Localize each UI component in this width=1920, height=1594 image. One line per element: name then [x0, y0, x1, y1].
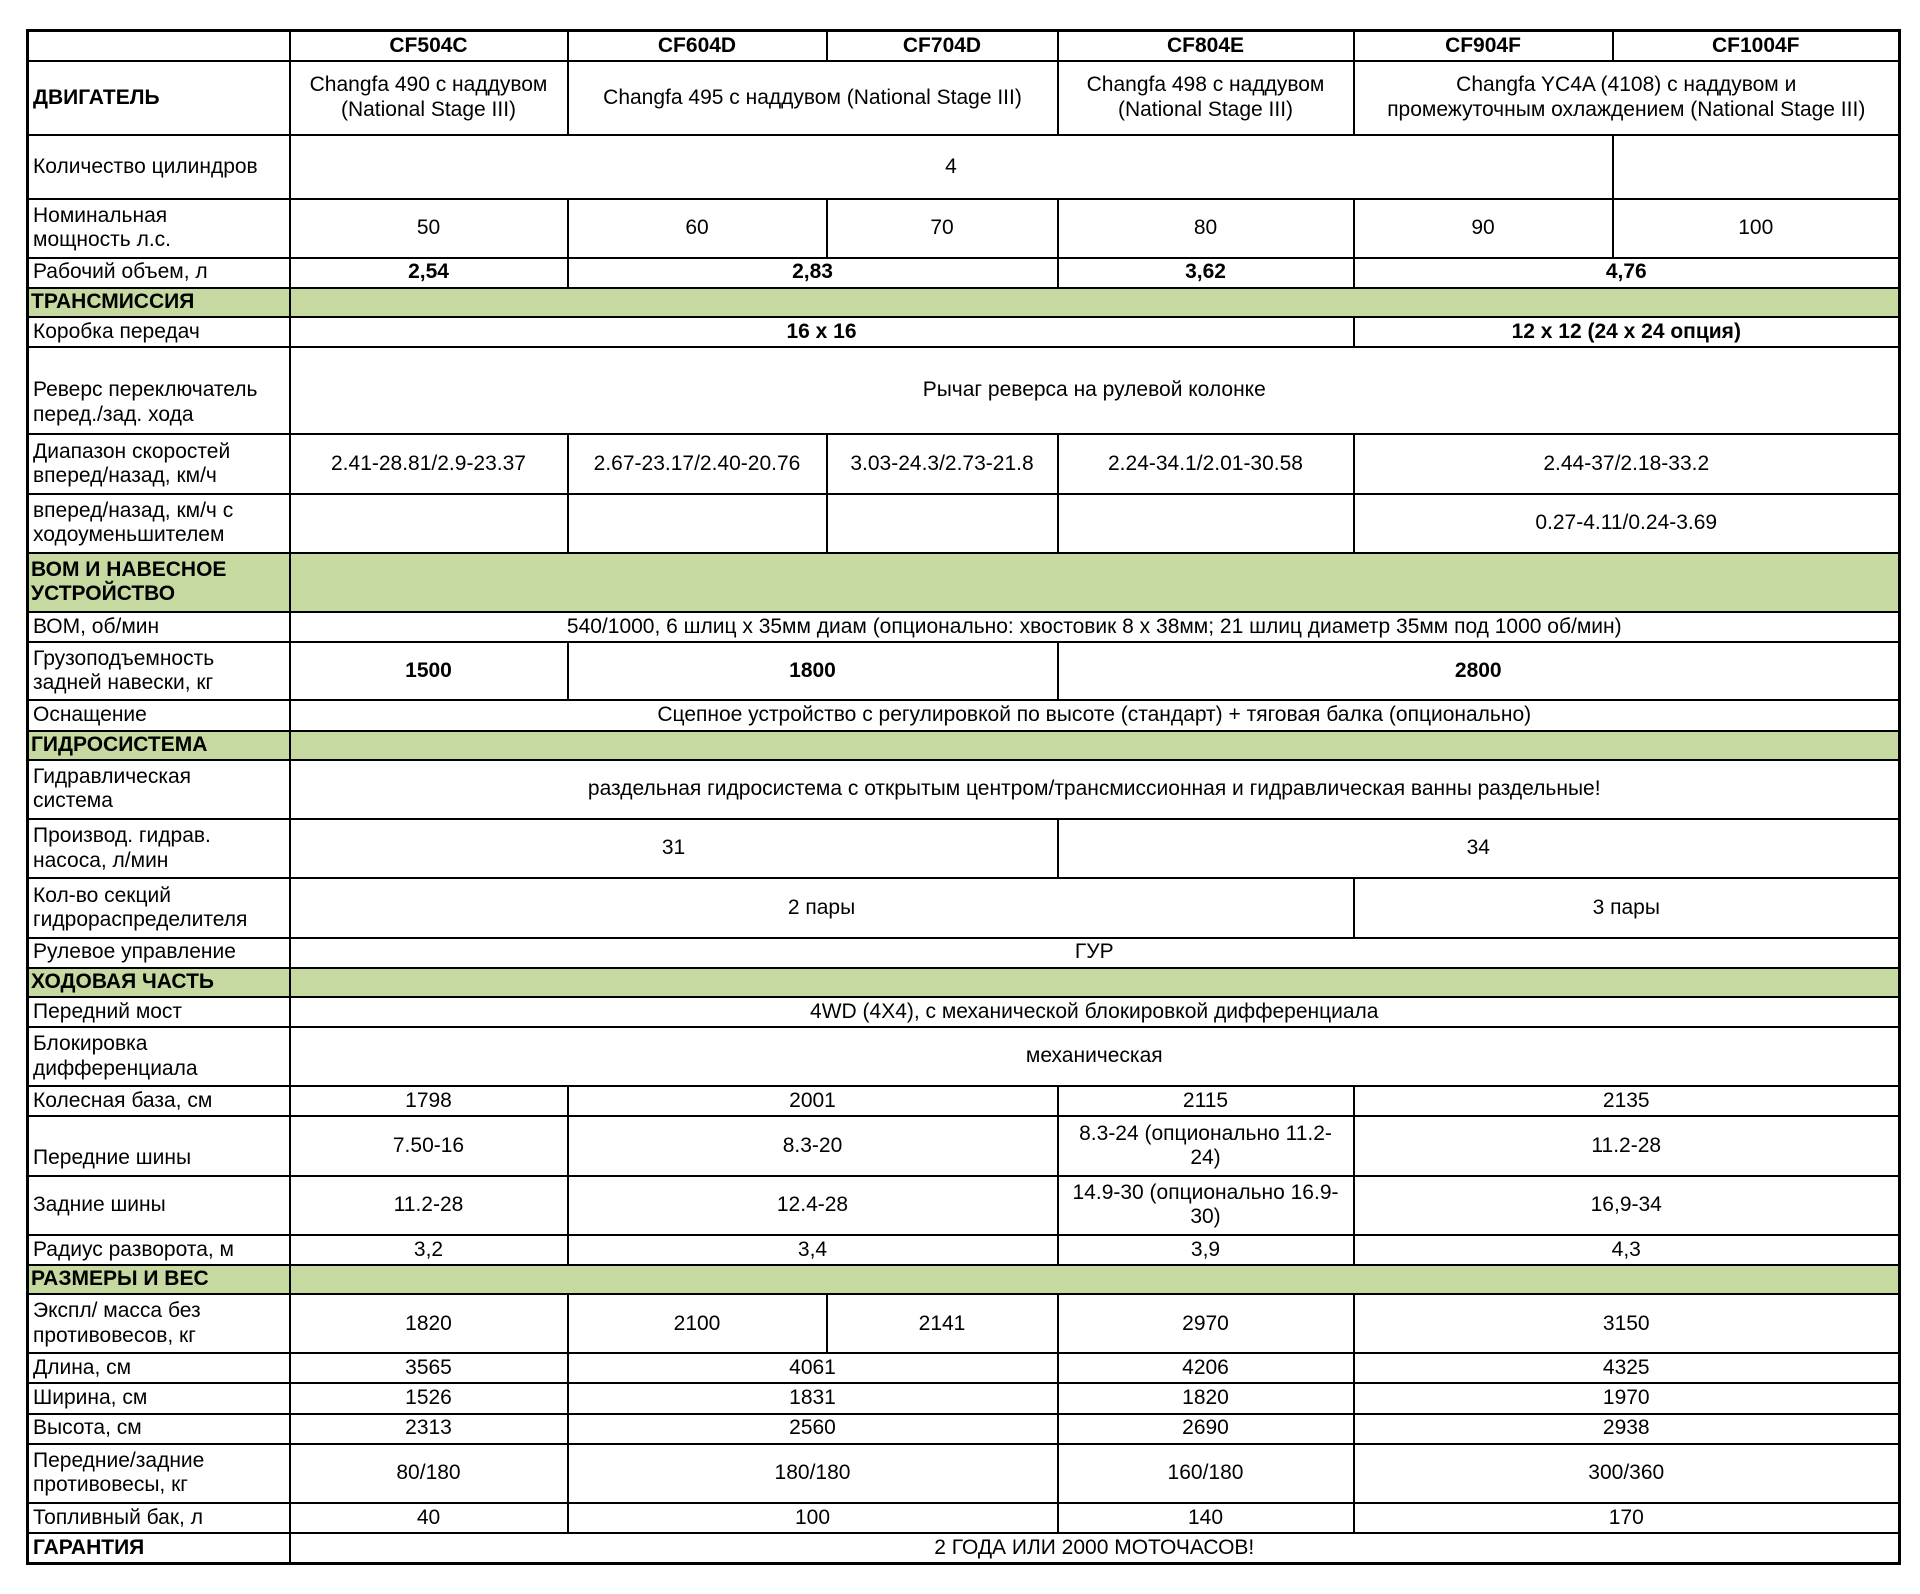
spec-value-cell: 160/180	[1058, 1444, 1354, 1503]
spec-value-cell	[290, 494, 568, 553]
spec-row	[28, 1176, 1900, 1235]
section-header-row	[28, 731, 1900, 760]
spec-row	[28, 1503, 1900, 1533]
model-name-cell: CF1004F	[1613, 31, 1900, 61]
spec-row	[28, 760, 1900, 819]
spec-row	[28, 1383, 1900, 1413]
spec-value-cell: 80/180	[290, 1444, 568, 1503]
spec-value-cell: 1798	[290, 1086, 568, 1116]
section-fill-cell	[290, 1265, 1900, 1294]
spec-value-cell: 1831	[568, 1383, 1058, 1413]
spec-value-cell: 16 х 16	[290, 317, 1354, 347]
spec-label-cell: Радиус разворота, м	[28, 1235, 290, 1265]
spec-value-cell: 34	[1058, 819, 1900, 878]
spec-value-cell: 2970	[1058, 1294, 1354, 1353]
spec-value-cell: Changfa 495 с наддувом (National Stage III)	[568, 61, 1058, 135]
spec-value-cell	[1058, 494, 1354, 553]
spec-value-cell: Сцепное устройство с регулировкой по высоте (стандарт) + тяговая балка (опционально)	[290, 700, 1900, 730]
spec-value-cell: 2.24-34.1/2.01-30.58	[1058, 434, 1354, 493]
spec-value-cell: 140	[1058, 1503, 1354, 1533]
spec-value-cell: 3150	[1354, 1294, 1900, 1353]
spec-label-cell: Высота, см	[28, 1414, 290, 1444]
spec-value-cell: Changfa YC4A (4108) с наддувом и промежуточным охлаждением (National Stage III)	[1354, 61, 1900, 135]
spec-value-cell: 1500	[290, 642, 568, 700]
spec-value-cell: 12.4-28	[568, 1176, 1058, 1235]
spec-value-cell: 11.2-28	[1354, 1116, 1900, 1175]
spec-value-cell: 170	[1354, 1503, 1900, 1533]
section-fill-cell	[290, 731, 1900, 760]
spec-row	[28, 878, 1900, 937]
spec-value-cell	[1613, 135, 1900, 199]
spec-row	[28, 997, 1900, 1027]
spec-label-cell: ГАРАНТИЯ	[28, 1533, 290, 1563]
spec-row	[28, 612, 1900, 642]
spec-value-cell: 80	[1058, 199, 1354, 257]
spec-value-cell: 2,54	[290, 258, 568, 288]
model-name-cell: CF504C	[290, 31, 568, 61]
spec-value-cell	[827, 494, 1058, 553]
spec-value-cell: 2690	[1058, 1414, 1354, 1444]
spec-label-cell: Длина, см	[28, 1353, 290, 1383]
spec-label-cell: Номинальная мощность л.с.	[28, 199, 290, 257]
spec-value-cell: 0.27-4.11/0.24-3.69	[1354, 494, 1900, 553]
spec-value-cell: Рычаг реверса на рулевой колонке	[290, 347, 1900, 434]
spec-value-cell: 100	[1613, 199, 1900, 257]
spec-value-cell: 2800	[1058, 642, 1900, 700]
spec-value-cell: 2938	[1354, 1414, 1900, 1444]
spec-row	[28, 258, 1900, 288]
spec-row	[28, 1444, 1900, 1503]
spec-row	[28, 135, 1900, 199]
spec-value-cell: 14.9-30 (опционально 16.9- 30)	[1058, 1176, 1354, 1235]
spec-value-cell: 31	[290, 819, 1058, 878]
spec-row	[28, 317, 1900, 347]
spec-row	[28, 1353, 1900, 1383]
spec-label-cell: Диапазон скоростей вперед/назад, км/ч	[28, 434, 290, 493]
spec-value-cell: 2560	[568, 1414, 1058, 1444]
spec-label-cell: Передние/задние противовесы, кг	[28, 1444, 290, 1503]
spec-value-cell: 4,3	[1354, 1235, 1900, 1265]
spec-value-cell: 1800	[568, 642, 1058, 700]
spec-value-cell: 1970	[1354, 1383, 1900, 1413]
section-header-row	[28, 1265, 1900, 1294]
spec-value-cell: 50	[290, 199, 568, 257]
spec-label-cell: Производ. гидрав. насоса, л/мин	[28, 819, 290, 878]
spec-row	[28, 494, 1900, 553]
spec-label-cell: Рабочий объем, л	[28, 258, 290, 288]
spec-label-cell: Коробка передач	[28, 317, 290, 347]
section-fill-cell	[290, 553, 1900, 612]
spec-label-cell: Передний мост	[28, 997, 290, 1027]
spec-value-cell: 3,62	[1058, 258, 1354, 288]
spec-value-cell: 4206	[1058, 1353, 1354, 1383]
spec-value-cell: 7.50-16	[290, 1116, 568, 1175]
spec-value-cell: 90	[1354, 199, 1613, 257]
spec-value-cell: 2.67-23.17/2.40-20.76	[568, 434, 827, 493]
spec-value-cell: 2135	[1354, 1086, 1900, 1116]
spec-label-cell: ДВИГАТЕЛЬ	[28, 61, 290, 135]
spec-value-cell: ГУР	[290, 938, 1900, 968]
section-title: ХОДОВАЯ ЧАСТЬ	[28, 968, 290, 997]
spec-label-cell: Блокировка дифференциала	[28, 1027, 290, 1086]
spec-value-cell: 300/360	[1354, 1444, 1900, 1503]
section-header-row	[28, 288, 1900, 317]
spec-row	[28, 1533, 1900, 1563]
spec-row	[28, 61, 1900, 135]
spec-value-cell: 1820	[290, 1294, 568, 1353]
spec-value-cell: 60	[568, 199, 827, 257]
spec-value-cell: 2,83	[568, 258, 1058, 288]
spec-value-cell: 12 х 12 (24 х 24 опция)	[1354, 317, 1900, 347]
spec-row	[28, 938, 1900, 968]
spec-value-cell: 16,9-34	[1354, 1176, 1900, 1235]
spec-value-cell: Changfa 490 с наддувом (National Stage III)	[290, 61, 568, 135]
spec-value-cell: 3,9	[1058, 1235, 1354, 1265]
spec-row	[28, 1027, 1900, 1086]
spec-value-cell: 3,4	[568, 1235, 1058, 1265]
spec-value-cell: 4061	[568, 1353, 1058, 1383]
spec-value-cell: 100	[568, 1503, 1058, 1533]
spec-label-cell: вперед/назад, км/ч с ходоуменьшителем	[28, 494, 290, 553]
section-title: РАЗМЕРЫ И ВЕС	[28, 1265, 290, 1294]
spec-label-cell: Количество цилиндров	[28, 135, 290, 199]
spec-label-cell: Задние шины	[28, 1176, 290, 1235]
spec-value-cell: 2.41-28.81/2.9-23.37	[290, 434, 568, 493]
spec-table-body	[28, 31, 1900, 1564]
spec-value-cell: 540/1000, 6 шлиц х 35мм диам (опционально: хвостовик 8 х 38мм; 21 шлиц диаметр 35мм под 1000 об/мин)	[290, 612, 1900, 642]
section-title: ГИДРОСИСТЕМА	[28, 731, 290, 760]
spec-value-cell: 180/180	[568, 1444, 1058, 1503]
spec-label-cell: Топливный бак, л	[28, 1503, 290, 1533]
spec-label-cell: Рулевое управление	[28, 938, 290, 968]
corner-cell	[28, 31, 290, 61]
spec-value-cell: 4325	[1354, 1353, 1900, 1383]
spec-value-cell: 2.44-37/2.18-33.2	[1354, 434, 1900, 493]
spec-value-cell: 2 пары	[290, 878, 1354, 937]
spec-label-cell: Колесная база, см	[28, 1086, 290, 1116]
spec-label-cell: Грузоподъемность задней навески, кг	[28, 642, 290, 700]
section-fill-cell	[290, 968, 1900, 997]
spec-value-cell: 2100	[568, 1294, 827, 1353]
spec-label-cell: Гидравлическая система	[28, 760, 290, 819]
spec-label-cell: Оснащение	[28, 700, 290, 730]
spec-value-cell: 3,2	[290, 1235, 568, 1265]
tractor-spec-table	[26, 29, 1901, 1565]
section-title: ТРАНСМИССИЯ	[28, 288, 290, 317]
spec-row	[28, 434, 1900, 493]
section-header-row	[28, 553, 1900, 612]
spec-label-cell: Ширина, см	[28, 1383, 290, 1413]
spec-value-cell: механическая	[290, 1027, 1900, 1086]
spec-value-cell: раздельная гидросистема с открытым центром/трансмиссионная и гидравлическая ванны раздельные!	[290, 760, 1900, 819]
model-name-cell: CF704D	[827, 31, 1058, 61]
spec-value-cell: 3.03-24.3/2.73-21.8	[827, 434, 1058, 493]
spec-value-cell: 3 пары	[1354, 878, 1900, 937]
spec-row	[28, 199, 1900, 257]
spec-row	[28, 347, 1900, 434]
spec-value-cell: 2141	[827, 1294, 1058, 1353]
spec-value-cell: 1820	[1058, 1383, 1354, 1413]
spec-value-cell: Changfa 498 с наддувом (National Stage III)	[1058, 61, 1354, 135]
spec-value-cell	[568, 494, 827, 553]
spec-value-cell: 2115	[1058, 1086, 1354, 1116]
spec-row	[28, 1116, 1900, 1175]
spec-row	[28, 1086, 1900, 1116]
spec-value-cell: 8.3-24 (опционально 11.2- 24)	[1058, 1116, 1354, 1175]
spec-label-cell: Реверс переключатель перед./зад. хода	[28, 347, 290, 434]
section-header-row	[28, 968, 1900, 997]
model-header-row	[28, 31, 1900, 61]
model-name-cell: CF604D	[568, 31, 827, 61]
spec-value-cell: 4,76	[1354, 258, 1900, 288]
spec-value-cell: 11.2-28	[290, 1176, 568, 1235]
spec-label-cell: Экспл/ масса без противовесов, кг	[28, 1294, 290, 1353]
spec-value-cell: 2 ГОДА ИЛИ 2000 МОТОЧАСОВ!	[290, 1533, 1900, 1563]
spec-value-cell: 2313	[290, 1414, 568, 1444]
spec-row	[28, 1294, 1900, 1353]
spec-value-cell: 4	[290, 135, 1613, 199]
spec-value-cell: 1526	[290, 1383, 568, 1413]
spec-row	[28, 1414, 1900, 1444]
spec-row	[28, 1235, 1900, 1265]
spec-label-cell: Передние шины	[28, 1116, 290, 1175]
spec-value-cell: 8.3-20	[568, 1116, 1058, 1175]
model-name-cell: CF804E	[1058, 31, 1354, 61]
spec-value-cell: 3565	[290, 1353, 568, 1383]
spec-label-cell: Кол-во секций гидрораспределителя	[28, 878, 290, 937]
spec-label-cell: ВОМ, об/мин	[28, 612, 290, 642]
section-fill-cell	[290, 288, 1900, 317]
spec-row	[28, 700, 1900, 730]
spec-row	[28, 819, 1900, 878]
section-title: ВОМ И НАВЕСНОЕ УСТРОЙСТВО	[28, 553, 290, 612]
spec-value-cell: 2001	[568, 1086, 1058, 1116]
spec-value-cell: 4WD (4X4), с механической блокировкой дифференциала	[290, 997, 1900, 1027]
model-name-cell: CF904F	[1354, 31, 1613, 61]
spec-row	[28, 642, 1900, 700]
spec-value-cell: 40	[290, 1503, 568, 1533]
spec-value-cell: 70	[827, 199, 1058, 257]
